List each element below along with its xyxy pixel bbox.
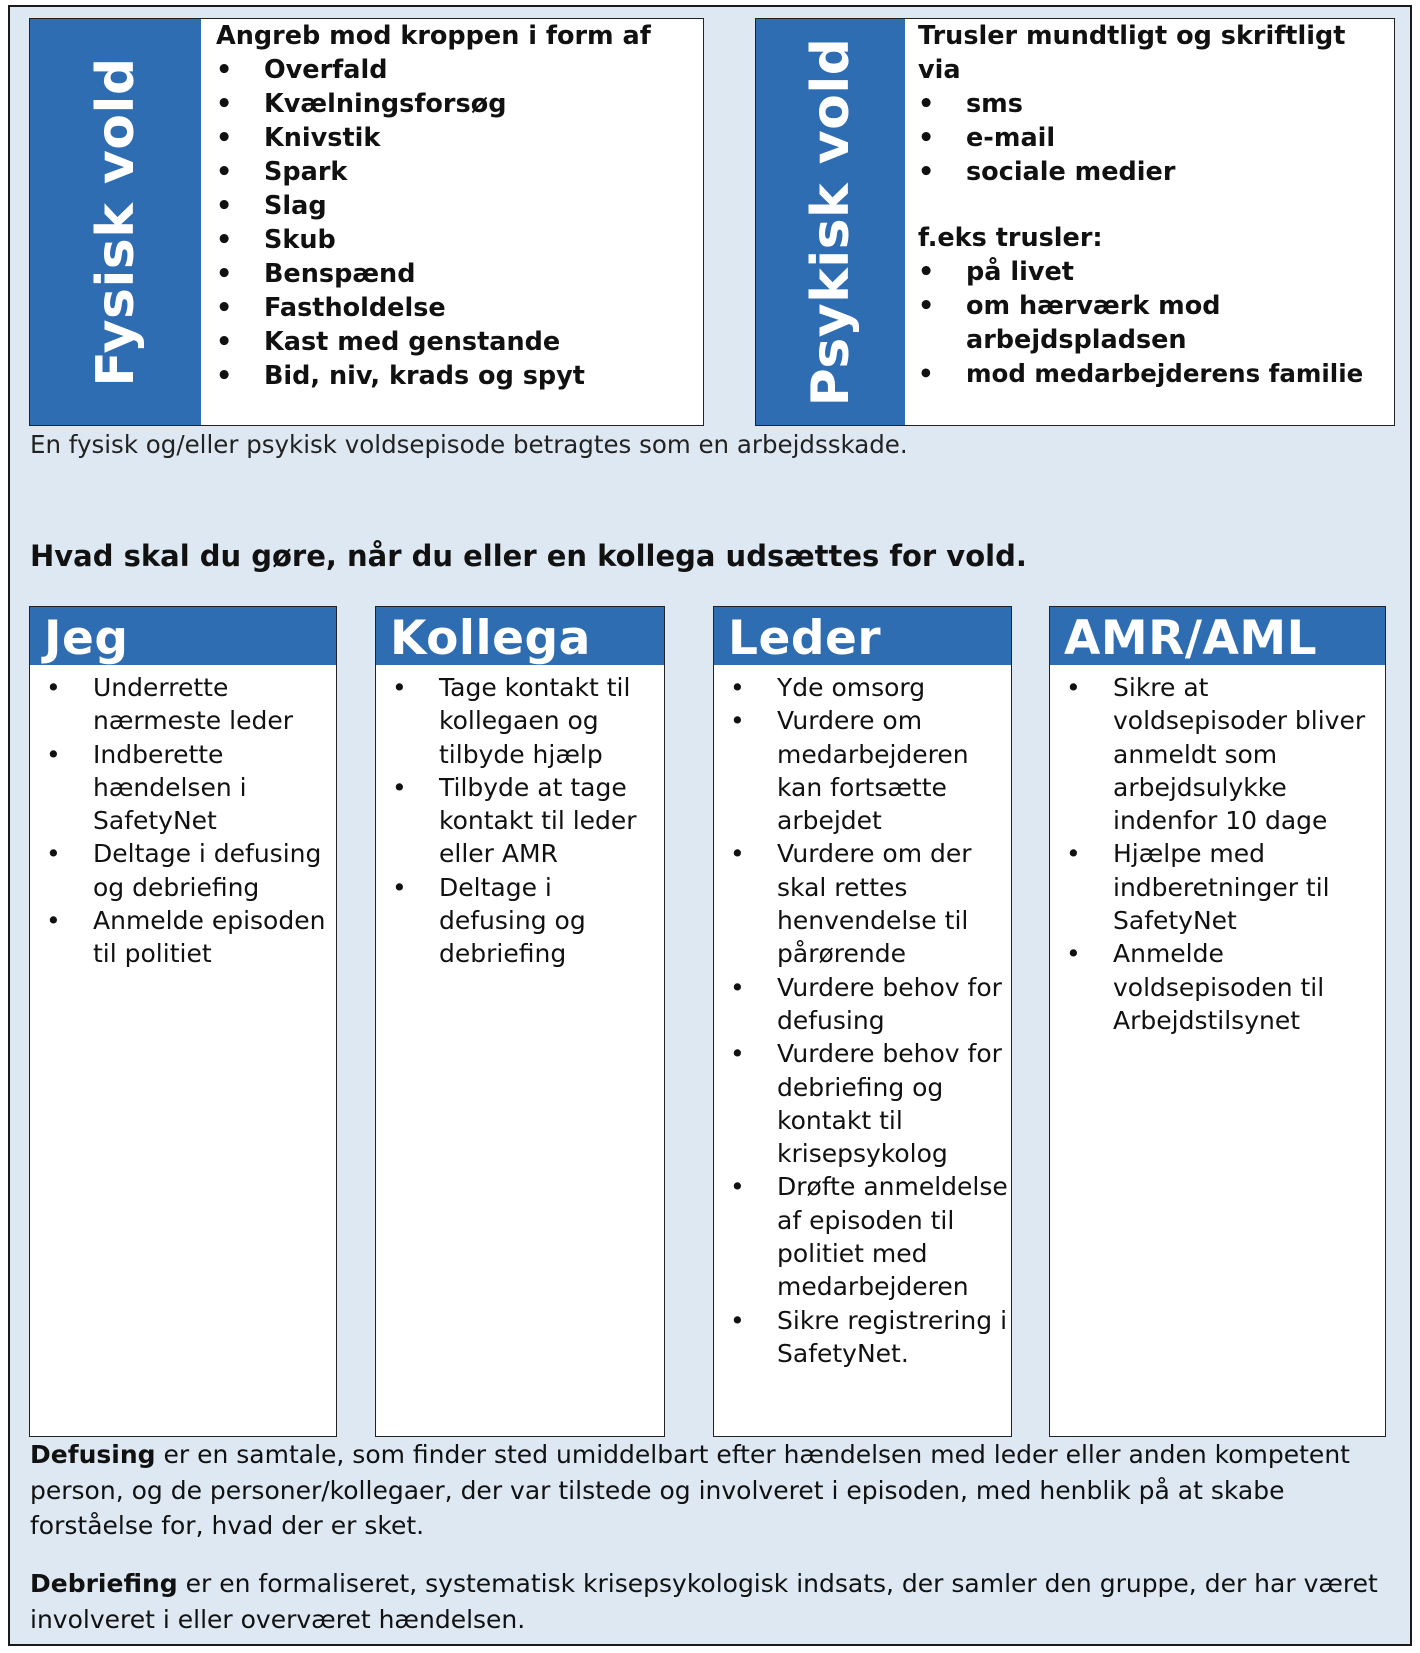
fysisk-vold-list xyxy=(216,53,696,393)
list-item: • Kvælningsforsøg xyxy=(216,87,696,121)
workplace-injury-note: En fysisk og/eller psykisk voldsepisode betragtes som en arbejdsskade. xyxy=(30,430,908,459)
column-amr-aml xyxy=(1049,606,1386,1437)
list-item: • om hærværk mod arbejdspladsen xyxy=(918,289,1266,357)
list-item: • Deltage i defusing og debriefing xyxy=(376,871,664,971)
section-heading: Hvad skal du gøre, når du eller en kollega udsættes for vold. xyxy=(30,539,1027,573)
list-item: • Drøfte anmeldelse af episoden til politiet med medarbejderen xyxy=(714,1170,1011,1303)
list-item: • Sikre registrering i SafetyNet. xyxy=(714,1304,1011,1371)
list-item: • Tage kontakt til kollegaen og tilbyde hjælp xyxy=(376,671,664,771)
list-item: • Yde omsorg xyxy=(714,671,1011,704)
column-leder xyxy=(713,606,1012,1437)
fysisk-vold-content xyxy=(216,19,696,393)
list-item: • Vurdere om der skal rettes henvendelse til pårørende xyxy=(714,837,1011,970)
psykisk-vold-content xyxy=(918,19,1388,391)
column-list xyxy=(714,665,1011,1370)
debriefing-text: er en formaliseret, systematisk krisepsykologisk indsats, der samler den gruppe, der har været involveret i eller overværet hændelsen. xyxy=(30,1569,1378,1634)
psykisk-vold-via-list xyxy=(918,87,1388,189)
list-item: • Knivstik xyxy=(216,121,696,155)
column-list xyxy=(30,665,336,971)
debriefing-term: Debriefing xyxy=(30,1569,178,1598)
list-item: • Hjælpe med indberetninger til SafetyNet xyxy=(1050,837,1385,937)
list-item: • Skub xyxy=(216,223,696,257)
defusing-text: er en samtale, som finder sted umiddelbart efter hændelsen med leder eller anden kompetent person, og de personer/kollegaer, der var tilstede og involveret i episoden, med henblik på at skabe forståelse for, hvad der er sket. xyxy=(30,1440,1350,1540)
list-item: • Vurdere behov for defusing xyxy=(714,971,1011,1038)
list-item: • Sikre at voldsepisoder bliver anmeldt som arbejdsulykke indenfor 10 dage xyxy=(1050,671,1385,837)
column-title: Kollega xyxy=(376,607,664,665)
threats-label: f.eks trusler: xyxy=(918,223,1103,253)
psykisk-vold-threat-list xyxy=(918,255,1388,391)
list-item: • Tilbyde at tage kontakt til leder eller AMR xyxy=(376,771,664,871)
list-item: • Vurdere behov for debriefing og kontakt til krisepsykolog xyxy=(714,1037,1011,1170)
defusing-term: Defusing xyxy=(30,1440,156,1469)
psykisk-vold-banner xyxy=(756,19,905,425)
list-item: • Underrette nærmeste leder xyxy=(30,671,336,738)
fysisk-vold-box xyxy=(29,18,704,426)
column-jeg xyxy=(29,606,337,1437)
column-list xyxy=(1050,665,1385,1037)
column-title: Jeg xyxy=(30,607,336,665)
list-item: • Vurdere om medarbejderen kan fortsætte arbejdet xyxy=(714,704,1011,837)
list-item: • sociale medier xyxy=(918,155,1388,189)
psykisk-vold-box xyxy=(755,18,1395,426)
list-item: • Indberette hændelsen i SafetyNet xyxy=(30,738,336,838)
list-item: • Benspænd xyxy=(216,257,696,291)
fysisk-vold-intro: Angreb mod kroppen i form af xyxy=(216,21,651,51)
list-item: • Deltage i defusing og debriefing xyxy=(30,837,336,904)
column-kollega xyxy=(375,606,665,1437)
list-item: • på livet xyxy=(918,255,1388,289)
list-item: • Spark xyxy=(216,155,696,189)
list-item: • sms xyxy=(918,87,1388,121)
column-title: Leder xyxy=(714,607,1011,665)
defusing-definition xyxy=(30,1437,1400,1544)
debriefing-definition xyxy=(30,1566,1400,1637)
psykisk-vold-title: Psykisk vold xyxy=(800,37,861,407)
column-title: AMR/AML xyxy=(1050,607,1385,665)
psykisk-vold-intro: Trusler mundtligt og skriftligt via xyxy=(918,21,1346,85)
list-item: • Bid, niv, krads og spyt xyxy=(216,359,696,393)
list-item: • Slag xyxy=(216,189,696,223)
list-item: • Anmelde voldsepisoden til Arbejdstilsynet xyxy=(1050,937,1385,1037)
fysisk-vold-title: Fysisk vold xyxy=(85,57,146,387)
column-list xyxy=(376,665,664,971)
list-item: • Overfald xyxy=(216,53,696,87)
list-item: • e-mail xyxy=(918,121,1388,155)
list-item: • Fastholdelse xyxy=(216,291,696,325)
list-item: • Anmelde episoden til politiet xyxy=(30,904,336,971)
list-item: • Kast med genstande xyxy=(216,325,696,359)
fysisk-vold-banner xyxy=(30,19,201,425)
list-item: • mod medarbejderens familie xyxy=(918,357,1388,391)
